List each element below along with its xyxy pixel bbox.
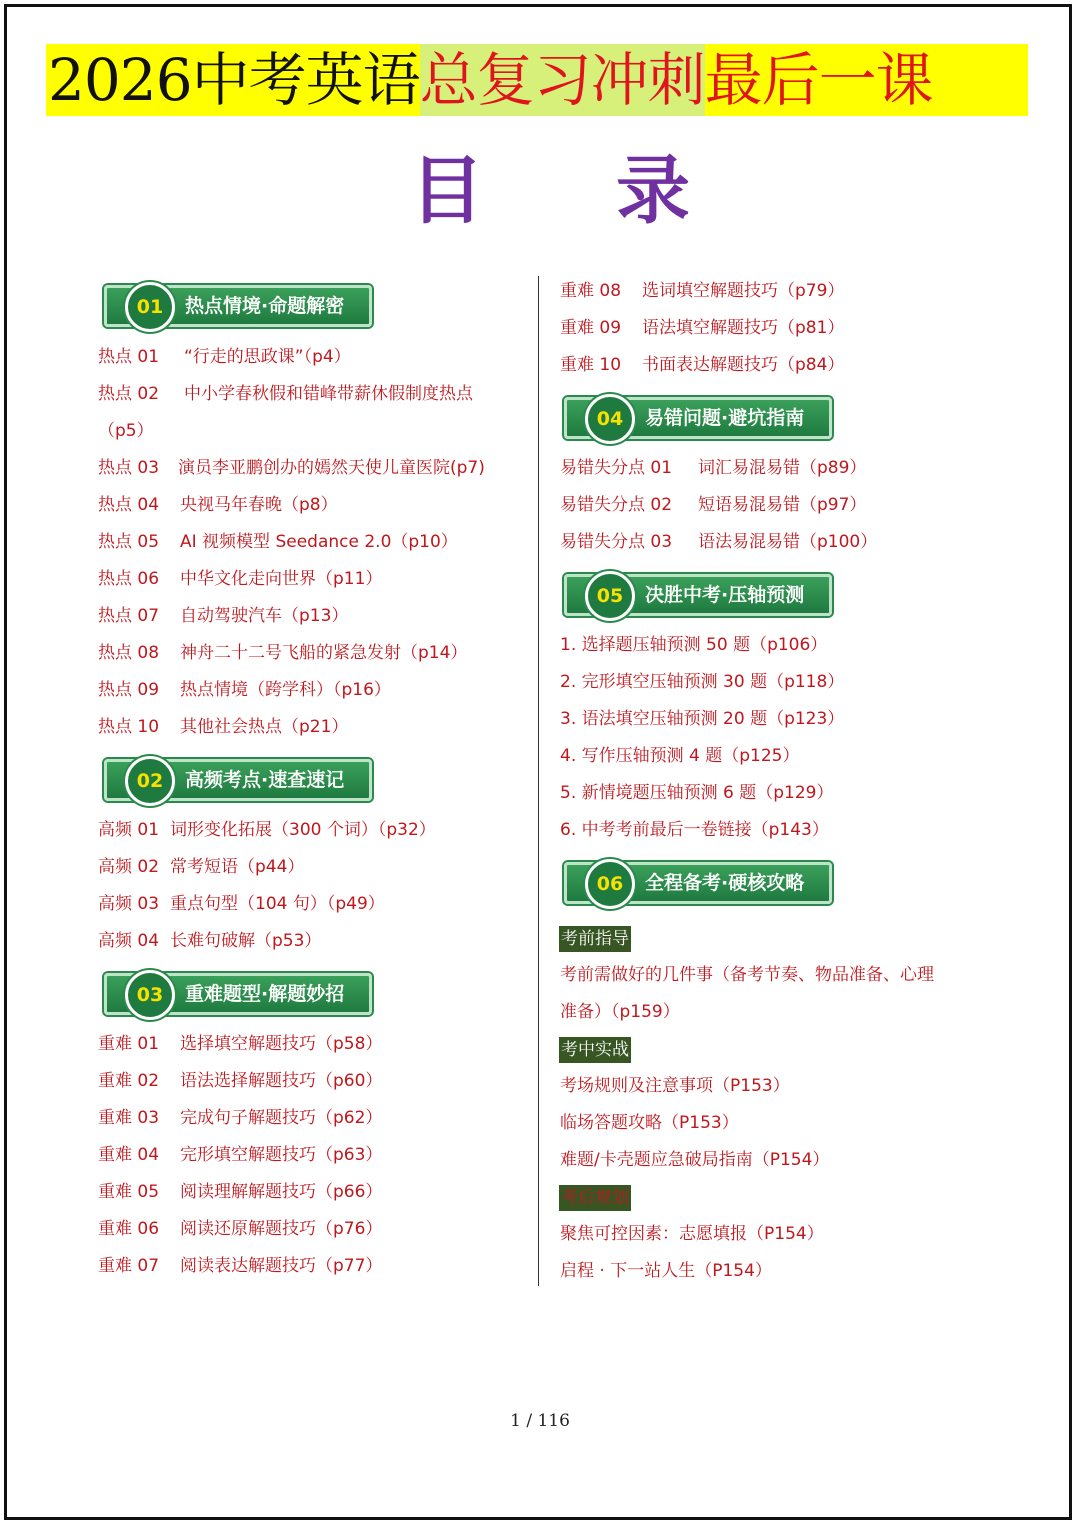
- toc-entry-diff-05[interactable]: [98, 1180, 382, 1204]
- section-number-badge: 05: [585, 571, 635, 621]
- entry-code: 重难 07: [98, 1256, 160, 1276]
- toc-entry-during-exam-2[interactable]: 临场答题攻略（P153）: [560, 1113, 739, 1133]
- entry-text: 选词填空解题技巧（p79）: [642, 281, 845, 301]
- entry-text: 重点句型（104 句）（p49）: [170, 894, 385, 914]
- toc-entry-freq-04[interactable]: [98, 929, 321, 953]
- toc-entry-hot-10[interactable]: [98, 715, 348, 739]
- toc-entry-hot-03[interactable]: [98, 456, 485, 480]
- document-title: [46, 44, 1028, 116]
- entry-text: 完成句子解题技巧（p62）: [180, 1108, 383, 1128]
- entry-code: 热点 10: [98, 717, 160, 737]
- toc-entry-before-exam-1[interactable]: 考前需做好的几件事（备考节奏、物品准备、心理: [560, 965, 934, 985]
- toc-entry-during-exam-3[interactable]: 难题/卡壳题应急破局指南（P154）: [560, 1150, 830, 1170]
- section-banner-06: [564, 862, 832, 904]
- title-part-highlight: 总复习冲刺: [419, 46, 705, 114]
- entry-code: 高频 01: [98, 820, 160, 840]
- toc-entry-error-01[interactable]: [560, 456, 866, 480]
- entry-text: 阅读理解解题技巧（p66）: [180, 1182, 383, 1202]
- entry-text: 中小学春秋假和错峰带薪休假制度热点: [184, 384, 473, 404]
- entry-code: 高频 03: [98, 894, 160, 914]
- entry-code: 重难 09: [560, 318, 622, 338]
- entry-text: 短语易混易错（p97）: [698, 495, 867, 515]
- toc-entry-diff-06[interactable]: [98, 1217, 382, 1241]
- section-number-badge: 03: [125, 970, 175, 1020]
- entry-code: 重难 02: [98, 1071, 160, 1091]
- toc-entry-error-03[interactable]: [560, 530, 877, 554]
- toc-entry-freq-02[interactable]: [98, 855, 304, 879]
- toc-entry-prediction-1[interactable]: 1. 选择题压轴预测 50 题（p106）: [560, 635, 828, 655]
- entry-code: 热点 08: [98, 643, 160, 663]
- toc-entry-prediction-6[interactable]: 6. 中考考前最后一卷链接（p143）: [560, 820, 829, 840]
- section-title: 易错问题·避坑指南: [645, 407, 805, 429]
- toc-entry-diff-10[interactable]: [560, 353, 844, 377]
- entry-code: 热点 04: [98, 495, 160, 515]
- toc-entry-before-exam-1-continued[interactable]: 准备）（p159）: [560, 1002, 680, 1022]
- entry-code: 热点 03: [98, 458, 160, 478]
- toc-entry-hot-04[interactable]: [98, 493, 338, 517]
- entry-code: 易错失分点 03: [560, 532, 673, 552]
- entry-text: 选择填空解题技巧（p58）: [180, 1034, 383, 1054]
- toc-entry-hot-02[interactable]: [98, 382, 473, 406]
- toc-heading: [410, 140, 690, 234]
- title-part-red: 最后一课: [704, 46, 933, 114]
- section-number-badge: 01: [125, 282, 175, 332]
- toc-entry-hot-09[interactable]: [98, 678, 391, 702]
- entry-code: 重难 01: [98, 1034, 160, 1054]
- section-banner-04: [564, 397, 832, 439]
- toc-entry-freq-03[interactable]: [98, 892, 385, 916]
- section-title: 全程备考·硬核攻略: [645, 872, 805, 894]
- section-title: 决胜中考·压轴预测: [645, 584, 805, 606]
- section-number-badge: 04: [585, 394, 635, 444]
- toc-heading-char-2: 录: [616, 148, 690, 234]
- toc-entry-diff-08[interactable]: [560, 279, 844, 303]
- toc-entry-prediction-4[interactable]: 4. 写作压轴预测 4 题（p125）: [560, 746, 800, 766]
- entry-code: 高频 02: [98, 857, 160, 877]
- entry-code: 重难 05: [98, 1182, 160, 1202]
- toc-entry-hot-01[interactable]: [98, 345, 351, 369]
- toc-entry-diff-07[interactable]: [98, 1254, 382, 1278]
- entry-text: AI 视频模型 Seedance 2.0（p10）: [180, 532, 458, 552]
- toc-entry-diff-01[interactable]: [98, 1032, 382, 1056]
- toc-entry-hot-07[interactable]: [98, 604, 348, 628]
- toc-entry-diff-03[interactable]: [98, 1106, 382, 1130]
- section-banner-01: [104, 285, 372, 327]
- title-part-black: 2026中考英语: [48, 46, 420, 114]
- toc-heading-char-1: 目: [410, 148, 484, 234]
- entry-code: 热点 02: [98, 384, 160, 404]
- toc-entry-freq-01[interactable]: [98, 818, 436, 842]
- entry-text: 阅读表达解题技巧（p77）: [180, 1256, 383, 1276]
- toc-entry-prediction-2[interactable]: 2. 完形填空压轴预测 30 题（p118）: [560, 672, 845, 692]
- subsection-tag-after-exam: 考后规划: [559, 1185, 631, 1211]
- section-banner-05: [564, 574, 832, 616]
- entry-text: 完形填空解题技巧（p63）: [180, 1145, 383, 1165]
- entry-text: 神舟二十二号飞船的紧急发射（p14）: [180, 643, 468, 663]
- entry-text: 中华文化走向世界（p11）: [180, 569, 383, 589]
- entry-code: 重难 04: [98, 1145, 160, 1165]
- section-title: 重难题型·解题妙招: [185, 983, 345, 1005]
- toc-entry-diff-02[interactable]: [98, 1069, 382, 1093]
- toc-entry-hot-02-continued[interactable]: （p5）: [98, 421, 154, 441]
- entry-code: 重难 06: [98, 1219, 160, 1239]
- section-banner-03: [104, 973, 372, 1015]
- entry-text: 书面表达解题技巧（p84）: [642, 355, 845, 375]
- entry-text: 长难句破解（p53）: [170, 931, 322, 951]
- toc-entry-hot-06[interactable]: [98, 567, 382, 591]
- entry-text: 其他社会热点（p21）: [180, 717, 349, 737]
- entry-code: 热点 06: [98, 569, 160, 589]
- entry-code: 重难 03: [98, 1108, 160, 1128]
- toc-entry-after-exam-2[interactable]: 启程 · 下一站人生（P154）: [560, 1261, 772, 1281]
- entry-code: 高频 04: [98, 931, 160, 951]
- toc-entry-diff-09[interactable]: [560, 316, 844, 340]
- entry-code: 热点 01: [98, 347, 160, 367]
- entry-text: 语法选择解题技巧（p60）: [180, 1071, 383, 1091]
- subsection-tag-before-exam: 考前指导: [559, 926, 631, 952]
- entry-text: 演员李亚鹏创办的嫣然天使儿童医院(p7): [178, 458, 485, 478]
- entry-text: 语法填空解题技巧（p81）: [642, 318, 845, 338]
- toc-entry-hot-08[interactable]: [98, 641, 467, 665]
- toc-entry-diff-04[interactable]: [98, 1143, 382, 1167]
- entry-text: 语法易混易错（p100）: [698, 532, 878, 552]
- entry-text: 央视马年春晚（p8）: [180, 495, 338, 515]
- entry-code: 热点 05: [98, 532, 160, 552]
- entry-code: 易错失分点 02: [560, 495, 673, 515]
- entry-text: 自动驾驶汽车（p13）: [180, 606, 349, 626]
- subsection-tag-during-exam: 考中实战: [559, 1037, 631, 1063]
- section-title: 热点情境·命题解密: [185, 295, 345, 317]
- toc-entry-hot-05[interactable]: [98, 530, 458, 554]
- section-banner-02: [104, 759, 372, 801]
- entry-text: 阅读还原解题技巧（p76）: [180, 1219, 383, 1239]
- entry-code: 易错失分点 01: [560, 458, 673, 478]
- toc-entry-error-02[interactable]: [560, 493, 866, 517]
- entry-code: 重难 10: [560, 355, 622, 375]
- toc-entry-prediction-3[interactable]: 3. 语法填空压轴预测 20 题（p123）: [560, 709, 845, 729]
- section-title: 高频考点·速查速记: [185, 769, 345, 791]
- column-divider: [538, 276, 539, 1286]
- toc-entry-after-exam-1[interactable]: 聚焦可控因素：志愿填报（P154）: [560, 1224, 824, 1244]
- entry-text: “行走的思政课”（p4）: [184, 347, 351, 367]
- toc-entry-prediction-5[interactable]: 5. 新情境题压轴预测 6 题（p129）: [560, 783, 834, 803]
- section-number-badge: 06: [585, 859, 635, 909]
- entry-code: 热点 07: [98, 606, 160, 626]
- entry-code: 重难 08: [560, 281, 622, 301]
- toc-entry-during-exam-1[interactable]: 考场规则及注意事项（P153）: [560, 1076, 790, 1096]
- page-indicator: 1 / 116: [510, 1411, 570, 1431]
- entry-text: 常考短语（p44）: [170, 857, 305, 877]
- section-number-badge: 02: [125, 756, 175, 806]
- entry-code: 热点 09: [98, 680, 160, 700]
- entry-text: 词汇易混易错（p89）: [698, 458, 867, 478]
- entry-text: 词形变化拓展（300 个词）（p32）: [170, 820, 436, 840]
- entry-text: 热点情境（跨学科）（p16）: [180, 680, 391, 700]
